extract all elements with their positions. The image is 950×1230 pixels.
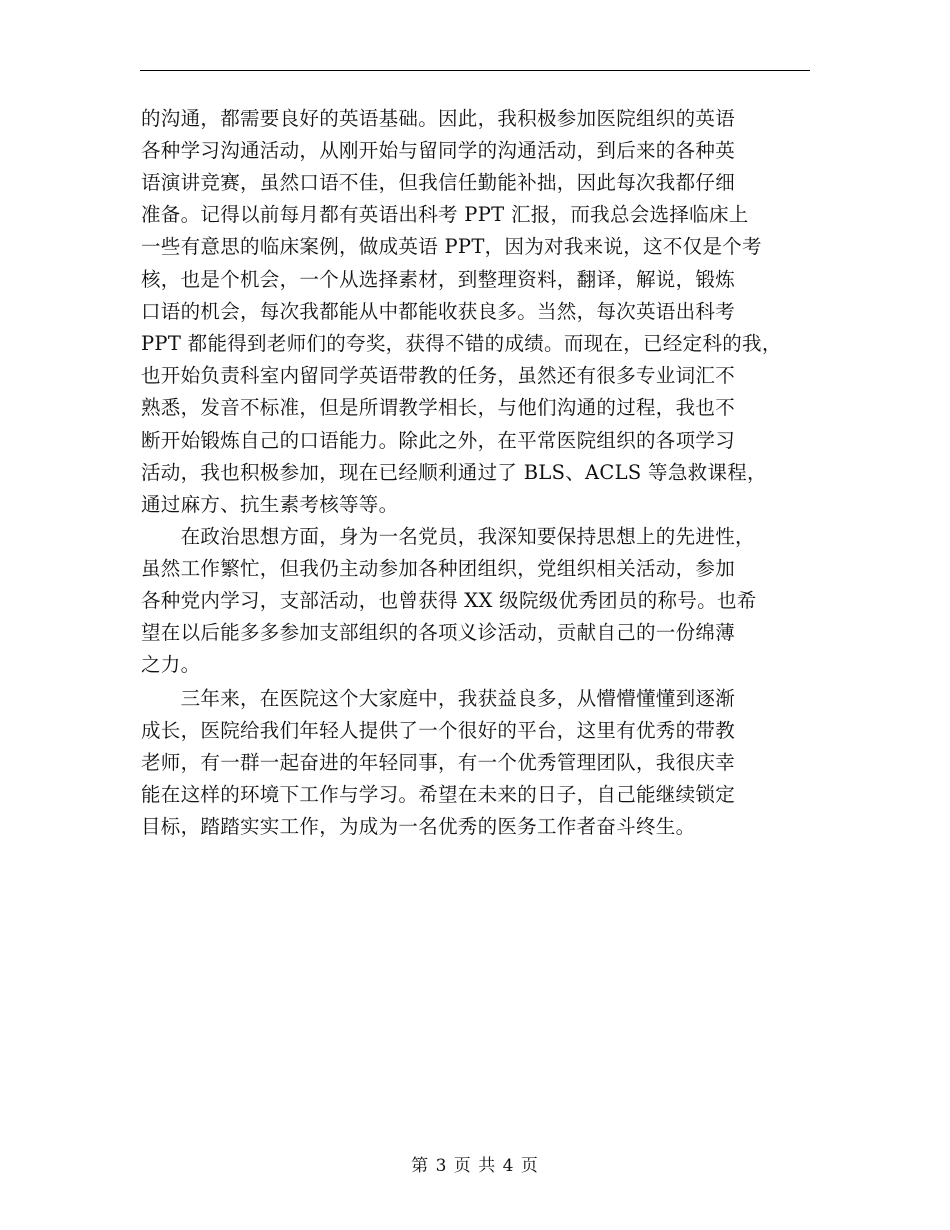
- text-line: 能在这样的环境下工作与学习。希望在未来的日子，自己能继续锁定: [141, 783, 736, 806]
- text-line: 熟悉，发音不标准，但是所谓教学相长，与他们沟通的过程，我也不: [141, 396, 736, 419]
- text-line: 口语的机会，每次我都能从中都能收获良多。当然，每次英语出科考: [141, 300, 736, 323]
- text-line: 三年来，在医院这个大家庭中，我获益良多，从懵懵懂懂到逐渐: [141, 687, 736, 710]
- text-line: 在政治思想方面，身为一名党员，我深知要保持思想上的先进性，: [141, 525, 755, 548]
- text-line: 各种党内学习，支部活动，也曾获得 XX 级院级优秀团员的称号。也希: [141, 589, 757, 612]
- text-line: 核，也是个机会，一个从选择素材，到整理资料，翻译，解说，锻炼: [141, 268, 736, 291]
- text-line: 虽然工作繁忙，但我仍主动参加各种团组织，党组织相关活动，参加: [141, 557, 736, 580]
- text-line: 目标，踏踏实实工作，为成为一名优秀的医务工作者奋斗终生。: [141, 815, 696, 838]
- text-line: 望在以后能多多参加支部组织的各项义诊活动，贡献自己的一份绵薄: [141, 621, 736, 644]
- text-line: PPT 都能得到老师们的夸奖，获得不错的成绩。而现在，已经定科的我，: [141, 332, 782, 355]
- header-rule: [140, 70, 810, 71]
- text-line: 一些有意思的临床案例，做成英语 PPT，因为对我来说，这不仅是个考: [141, 235, 762, 258]
- text-line: 通过麻方、抗生素考核等等。: [141, 493, 399, 516]
- text-line: 之力。: [141, 653, 201, 676]
- text-line: 各种学习沟通活动，从刚开始与留同学的沟通活动，到后来的各种英: [141, 139, 736, 162]
- page-number-footer: 第 3 页 共 4 页: [411, 1156, 539, 1176]
- text-line: 的沟通，都需要良好的英语基础。因此，我积极参加医院组织的英语: [141, 107, 736, 130]
- text-line: 活动，我也积极参加，现在已经顺利通过了 BLS、ACLS 等急救课程，: [141, 461, 767, 484]
- text-line: 老师，有一群一起奋进的年轻同事，有一个优秀管理团队，我很庆幸: [141, 751, 736, 774]
- text-line: 成长，医院给我们年轻人提供了一个很好的平台，这里有优秀的带教: [141, 719, 736, 742]
- text-line: 语演讲竞赛，虽然口语不佳，但我信任勤能补拙，因此每次我都仔细: [141, 171, 736, 194]
- text-line: 断开始锻炼自己的口语能力。除此之外，在平常医院组织的各项学习: [141, 429, 736, 452]
- text-line: 也开始负责科室内留同学英语带教的任务，虽然还有很多专业词汇不: [141, 364, 736, 387]
- text-line: 准备。记得以前每月都有英语出科考 PPT 汇报，而我总会选择临床上: [141, 203, 749, 226]
